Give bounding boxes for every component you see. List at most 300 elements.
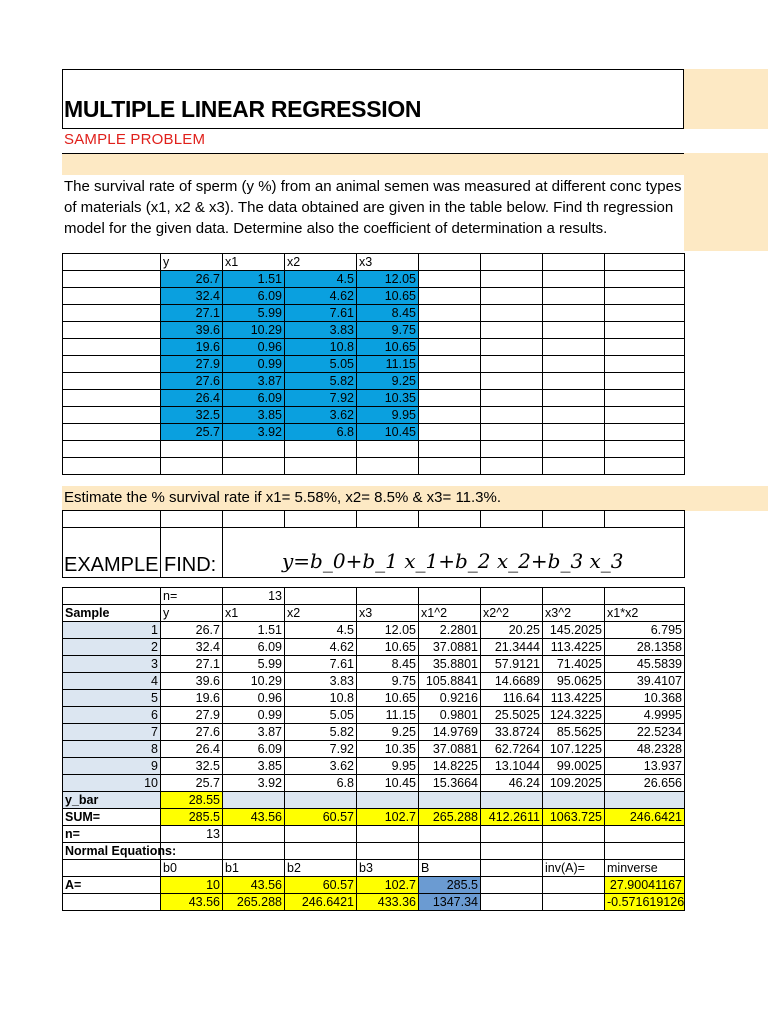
cell[interactable] xyxy=(63,860,161,877)
data-cell[interactable]: 3.85 xyxy=(223,758,285,775)
header-cell[interactable]: Sample xyxy=(63,605,161,622)
cell[interactable] xyxy=(63,373,161,390)
cell[interactable] xyxy=(605,390,685,407)
data-cell[interactable]: 19.6 xyxy=(161,690,223,707)
header-cell[interactable]: x3 xyxy=(357,254,419,271)
cell[interactable] xyxy=(481,254,543,271)
data-cell[interactable]: 7.92 xyxy=(285,390,357,407)
cell[interactable] xyxy=(481,826,543,843)
cell[interactable] xyxy=(419,356,481,373)
data-cell[interactable]: 9.75 xyxy=(357,322,419,339)
header-cell[interactable]: x2 xyxy=(285,605,357,622)
data-cell[interactable]: 124.3225 xyxy=(543,707,605,724)
data-cell[interactable]: 12.05 xyxy=(357,622,419,639)
cell[interactable] xyxy=(63,305,161,322)
matrix-cell[interactable]: 27.90041167 xyxy=(605,877,685,894)
data-cell[interactable]: 10.45 xyxy=(357,775,419,792)
data-cell[interactable]: 26.4 xyxy=(161,390,223,407)
data-cell[interactable]: 10.8 xyxy=(285,690,357,707)
cell[interactable] xyxy=(223,792,285,809)
data-cell[interactable]: 7.92 xyxy=(285,741,357,758)
cell[interactable] xyxy=(419,305,481,322)
data-cell[interactable]: 32.5 xyxy=(161,758,223,775)
cell[interactable] xyxy=(285,843,357,860)
data-cell[interactable]: 39.6 xyxy=(161,322,223,339)
data-cell[interactable]: 3.92 xyxy=(223,424,285,441)
data-cell[interactable]: 0.99 xyxy=(223,707,285,724)
data-cell[interactable]: 32.5 xyxy=(161,407,223,424)
cell[interactable] xyxy=(543,441,605,458)
data-cell[interactable]: 10.65 xyxy=(357,339,419,356)
cell[interactable] xyxy=(63,322,161,339)
n-label[interactable]: n= xyxy=(161,588,223,605)
header-cell[interactable]: x1*x2 xyxy=(605,605,685,622)
data-cell[interactable]: 7 xyxy=(63,724,161,741)
cell[interactable] xyxy=(543,271,605,288)
data-cell[interactable]: 4.62 xyxy=(285,288,357,305)
ybar-value[interactable]: 28.55 xyxy=(161,792,223,809)
cell[interactable] xyxy=(357,792,419,809)
table-row xyxy=(63,877,685,894)
table-row xyxy=(63,741,685,758)
data-cell[interactable]: 3.62 xyxy=(285,407,357,424)
cell[interactable] xyxy=(285,826,357,843)
cell[interactable] xyxy=(605,339,685,356)
cell[interactable] xyxy=(481,305,543,322)
cell[interactable] xyxy=(481,339,543,356)
data-cell[interactable]: 5.99 xyxy=(223,305,285,322)
cell[interactable] xyxy=(357,458,419,475)
data-cell[interactable]: 27.6 xyxy=(161,373,223,390)
data-cell[interactable]: 13.1044 xyxy=(481,758,543,775)
table-row xyxy=(63,758,685,775)
cell[interactable] xyxy=(419,271,481,288)
data-cell[interactable]: 10.45 xyxy=(357,424,419,441)
data-cell[interactable]: 45.5839 xyxy=(605,656,685,673)
cell[interactable] xyxy=(161,458,223,475)
data-cell[interactable]: 0.9801 xyxy=(419,707,481,724)
data-cell[interactable]: 5 xyxy=(63,690,161,707)
cell[interactable] xyxy=(543,322,605,339)
data-cell[interactable]: 11.15 xyxy=(357,707,419,724)
ybar-label[interactable]: y_bar xyxy=(63,792,161,809)
data-cell[interactable]: 26.656 xyxy=(605,775,685,792)
cell[interactable] xyxy=(419,792,481,809)
cell[interactable] xyxy=(357,588,419,605)
cell[interactable] xyxy=(605,254,685,271)
sum-cell[interactable]: 285.5 xyxy=(161,809,223,826)
data-cell[interactable]: 3.92 xyxy=(223,775,285,792)
data-cell[interactable]: 32.4 xyxy=(161,288,223,305)
cell[interactable] xyxy=(543,424,605,441)
cell[interactable] xyxy=(605,826,685,843)
data-cell[interactable]: 14.8225 xyxy=(419,758,481,775)
data-cell[interactable]: 11.15 xyxy=(357,356,419,373)
cell[interactable] xyxy=(605,792,685,809)
header-cell[interactable]: x2^2 xyxy=(481,605,543,622)
cell[interactable] xyxy=(605,288,685,305)
data-cell[interactable]: 10 xyxy=(63,775,161,792)
header-cell[interactable]: y xyxy=(161,254,223,271)
data-cell[interactable]: 26.7 xyxy=(161,622,223,639)
header-cell[interactable]: x1^2 xyxy=(419,605,481,622)
data-cell[interactable]: 10.29 xyxy=(223,322,285,339)
matrix-cell[interactable]: 1347.34 xyxy=(419,894,481,911)
data-cell[interactable]: 39.4107 xyxy=(605,673,685,690)
cell[interactable] xyxy=(63,390,161,407)
cell[interactable] xyxy=(63,588,161,605)
cell[interactable] xyxy=(605,407,685,424)
header-cell[interactable]: x1 xyxy=(223,605,285,622)
header-cell[interactable]: x2 xyxy=(285,254,357,271)
cell[interactable] xyxy=(419,288,481,305)
data-cell[interactable]: 48.2328 xyxy=(605,741,685,758)
data-cell[interactable]: 3.87 xyxy=(223,373,285,390)
cell[interactable] xyxy=(481,390,543,407)
data-cell[interactable]: 21.3444 xyxy=(481,639,543,656)
coef-header[interactable] xyxy=(481,860,543,877)
data-cell[interactable]: 0.96 xyxy=(223,339,285,356)
cell[interactable] xyxy=(605,441,685,458)
cell[interactable] xyxy=(605,588,685,605)
cell[interactable] xyxy=(481,322,543,339)
matrix-cell[interactable]: 60.57 xyxy=(285,877,357,894)
cell[interactable] xyxy=(419,407,481,424)
cell[interactable] xyxy=(543,458,605,475)
data-cell[interactable]: 5.99 xyxy=(223,656,285,673)
a-label[interactable]: A= xyxy=(63,877,161,894)
data-cell[interactable]: 19.6 xyxy=(161,339,223,356)
cell[interactable] xyxy=(543,356,605,373)
data-cell[interactable]: 28.1358 xyxy=(605,639,685,656)
data-cell[interactable]: 0.99 xyxy=(223,356,285,373)
cell[interactable] xyxy=(481,373,543,390)
data-cell[interactable]: 25.7 xyxy=(161,424,223,441)
cell[interactable] xyxy=(223,843,285,860)
data-cell[interactable]: 1.51 xyxy=(223,622,285,639)
cell[interactable] xyxy=(543,339,605,356)
data-cell[interactable]: 12.05 xyxy=(357,271,419,288)
cell[interactable] xyxy=(481,588,543,605)
cell[interactable] xyxy=(63,407,161,424)
data-cell[interactable]: 9.75 xyxy=(357,673,419,690)
sum-cell[interactable]: 412.2611 xyxy=(481,809,543,826)
data-cell[interactable]: 3.83 xyxy=(285,673,357,690)
matrix-cell[interactable]: 246.6421 xyxy=(285,894,357,911)
header-cell[interactable]: y xyxy=(161,605,223,622)
table-row xyxy=(63,622,685,639)
cell[interactable] xyxy=(357,441,419,458)
data-cell[interactable]: 7.61 xyxy=(285,305,357,322)
table-row xyxy=(63,271,685,288)
cell[interactable] xyxy=(63,458,161,475)
cell[interactable] xyxy=(63,339,161,356)
matrix-cell[interactable]: 285.5 xyxy=(419,877,481,894)
data-cell[interactable]: 5.82 xyxy=(285,373,357,390)
cell[interactable] xyxy=(543,588,605,605)
data-cell[interactable]: 13.937 xyxy=(605,758,685,775)
data-cell[interactable]: 3.62 xyxy=(285,758,357,775)
cell[interactable] xyxy=(543,826,605,843)
data-cell[interactable]: 32.4 xyxy=(161,639,223,656)
header-cell[interactable]: x1 xyxy=(223,254,285,271)
coef-header[interactable]: minverse xyxy=(605,860,685,877)
data-cell[interactable]: 6.8 xyxy=(285,424,357,441)
matrix-cell[interactable]: 43.56 xyxy=(223,877,285,894)
cell[interactable] xyxy=(605,271,685,288)
data-cell[interactable]: 10.29 xyxy=(223,673,285,690)
calc-table xyxy=(62,587,685,911)
cell[interactable] xyxy=(543,288,605,305)
data-cell[interactable]: 3 xyxy=(63,656,161,673)
header-cell[interactable]: x3 xyxy=(357,605,419,622)
data-cell[interactable]: 5.82 xyxy=(285,724,357,741)
data-cell[interactable]: 0.96 xyxy=(223,690,285,707)
header-cell[interactable]: x3^2 xyxy=(543,605,605,622)
data-cell[interactable]: 9.95 xyxy=(357,758,419,775)
data-cell[interactable]: 15.3664 xyxy=(419,775,481,792)
cell[interactable] xyxy=(419,458,481,475)
data-cell[interactable]: 4.5 xyxy=(285,271,357,288)
cell[interactable] xyxy=(223,826,285,843)
data-cell[interactable]: 113.4225 xyxy=(543,690,605,707)
data-cell[interactable]: 3.85 xyxy=(223,407,285,424)
cell[interactable] xyxy=(285,588,357,605)
data-cell[interactable]: 3.87 xyxy=(223,724,285,741)
data-cell[interactable]: 10.65 xyxy=(357,288,419,305)
cell[interactable] xyxy=(543,254,605,271)
matrix-cell[interactable]: 10 xyxy=(161,877,223,894)
cell[interactable] xyxy=(357,826,419,843)
cell[interactable] xyxy=(543,843,605,860)
cell[interactable] xyxy=(605,843,685,860)
cell[interactable] xyxy=(223,441,285,458)
cell[interactable] xyxy=(419,322,481,339)
data-cell[interactable]: 10.65 xyxy=(357,690,419,707)
cell[interactable] xyxy=(161,441,223,458)
sum-cell[interactable]: 1063.725 xyxy=(543,809,605,826)
sum-cell[interactable]: 246.6421 xyxy=(605,809,685,826)
cell[interactable] xyxy=(285,441,357,458)
cell[interactable] xyxy=(481,271,543,288)
data-cell[interactable]: 109.2025 xyxy=(543,775,605,792)
data-cell[interactable]: 10.368 xyxy=(605,690,685,707)
data-cell[interactable]: 25.7 xyxy=(161,775,223,792)
problem-paragraph: The survival rate of sperm (y %) from an animal semen was measured at different conc types of materials (x1, x2 & x3). The data obtained are given in the table below. Find th regression model for the given data. Determine also the coefficient of determination a results. xyxy=(64,178,682,237)
cell[interactable] xyxy=(419,424,481,441)
data-cell[interactable]: 33.8724 xyxy=(481,724,543,741)
data-cell[interactable]: 37.0881 xyxy=(419,639,481,656)
data-cell[interactable]: 5.05 xyxy=(285,707,357,724)
data-cell[interactable]: 8.45 xyxy=(357,656,419,673)
data-cell[interactable]: 35.8801 xyxy=(419,656,481,673)
cell[interactable] xyxy=(481,288,543,305)
data-cell[interactable]: 10.65 xyxy=(357,639,419,656)
n-label[interactable]: n= xyxy=(63,826,161,843)
data-cell[interactable]: 14.9769 xyxy=(419,724,481,741)
matrix-cell[interactable]: 43.56 xyxy=(161,894,223,911)
table-row xyxy=(63,458,685,475)
data-cell[interactable]: 71.4025 xyxy=(543,656,605,673)
cell[interactable] xyxy=(223,458,285,475)
cell[interactable] xyxy=(543,792,605,809)
data-cell[interactable]: 2.2801 xyxy=(419,622,481,639)
cell[interactable] xyxy=(481,843,543,860)
data-cell[interactable]: 39.6 xyxy=(161,673,223,690)
cell[interactable] xyxy=(285,458,357,475)
data-cell[interactable]: 99.0025 xyxy=(543,758,605,775)
cell[interactable] xyxy=(285,792,357,809)
data-cell[interactable]: 85.5625 xyxy=(543,724,605,741)
data-cell[interactable]: 27.9 xyxy=(161,707,223,724)
data-cell[interactable]: 27.1 xyxy=(161,305,223,322)
cell[interactable] xyxy=(481,792,543,809)
cell[interactable] xyxy=(63,424,161,441)
cell[interactable] xyxy=(543,373,605,390)
data-cell[interactable]: 25.5025 xyxy=(481,707,543,724)
cell[interactable] xyxy=(419,588,481,605)
data-cell[interactable]: 6.09 xyxy=(223,639,285,656)
cell[interactable] xyxy=(605,424,685,441)
cell[interactable] xyxy=(63,356,161,373)
cell[interactable] xyxy=(481,458,543,475)
data-cell[interactable]: 10.8 xyxy=(285,339,357,356)
matrix-cell[interactable] xyxy=(543,894,605,911)
table-row xyxy=(63,605,685,622)
data-cell[interactable]: 9.25 xyxy=(357,373,419,390)
data-cell[interactable]: 6 xyxy=(63,707,161,724)
data-cell[interactable]: 9.25 xyxy=(357,724,419,741)
data-cell[interactable]: 27.1 xyxy=(161,656,223,673)
cell[interactable] xyxy=(419,339,481,356)
data-cell[interactable]: 4.5 xyxy=(285,622,357,639)
cell[interactable] xyxy=(481,407,543,424)
cell[interactable] xyxy=(543,407,605,424)
cell[interactable] xyxy=(605,305,685,322)
coef-header[interactable]: inv(A)= xyxy=(543,860,605,877)
data-cell[interactable]: 7.61 xyxy=(285,656,357,673)
data-cell[interactable]: 14.6689 xyxy=(481,673,543,690)
cell[interactable] xyxy=(63,441,161,458)
cell[interactable] xyxy=(481,356,543,373)
table-row xyxy=(63,809,685,826)
data-cell[interactable]: 6.09 xyxy=(223,288,285,305)
data-cell[interactable]: 57.9121 xyxy=(481,656,543,673)
matrix-cell[interactable]: 265.288 xyxy=(223,894,285,911)
matrix-cell[interactable] xyxy=(481,877,543,894)
coef-header[interactable]: B xyxy=(419,860,481,877)
data-cell[interactable]: 113.4225 xyxy=(543,639,605,656)
cell[interactable] xyxy=(63,894,161,911)
sum-cell[interactable]: 102.7 xyxy=(357,809,419,826)
table-row xyxy=(63,656,685,673)
data-cell[interactable]: 37.0881 xyxy=(419,741,481,758)
data-cell[interactable]: 107.1225 xyxy=(543,741,605,758)
data-cell[interactable]: 6.09 xyxy=(223,390,285,407)
matrix-cell[interactable]: 433.36 xyxy=(357,894,419,911)
data-cell[interactable]: 62.7264 xyxy=(481,741,543,758)
data-cell[interactable]: 8.45 xyxy=(357,305,419,322)
data-cell[interactable]: 10.35 xyxy=(357,741,419,758)
data-cell[interactable]: 27.9 xyxy=(161,356,223,373)
cell[interactable] xyxy=(605,356,685,373)
cell[interactable] xyxy=(481,424,543,441)
data-cell[interactable]: 20.25 xyxy=(481,622,543,639)
sum-cell[interactable]: 265.288 xyxy=(419,809,481,826)
data-cell[interactable]: 26.4 xyxy=(161,741,223,758)
cell[interactable] xyxy=(419,373,481,390)
cell[interactable] xyxy=(63,271,161,288)
cell[interactable] xyxy=(419,826,481,843)
data-cell[interactable]: 9 xyxy=(63,758,161,775)
coef-header[interactable]: b3 xyxy=(357,860,419,877)
n-value[interactable]: 13 xyxy=(161,826,223,843)
sum-cell[interactable]: 60.57 xyxy=(285,809,357,826)
data-cell[interactable]: 1.51 xyxy=(223,271,285,288)
data-cell[interactable]: 27.6 xyxy=(161,724,223,741)
normal-equations-label[interactable]: Normal Equations: xyxy=(63,843,161,860)
data-cell[interactable]: 6.795 xyxy=(605,622,685,639)
coef-header[interactable]: b1 xyxy=(223,860,285,877)
data-cell[interactable]: 145.2025 xyxy=(543,622,605,639)
data-cell[interactable]: 46.24 xyxy=(481,775,543,792)
data-cell[interactable]: 116.64 xyxy=(481,690,543,707)
data-cell[interactable]: 4.62 xyxy=(285,639,357,656)
data-cell[interactable]: 6.09 xyxy=(223,741,285,758)
data-cell[interactable]: 10.35 xyxy=(357,390,419,407)
matrix-cell[interactable] xyxy=(481,894,543,911)
matrix-cell[interactable] xyxy=(543,877,605,894)
data-cell[interactable]: 0.9216 xyxy=(419,690,481,707)
cell[interactable] xyxy=(357,843,419,860)
cell[interactable] xyxy=(419,390,481,407)
cell[interactable] xyxy=(605,458,685,475)
data-cell[interactable]: 6.8 xyxy=(285,775,357,792)
sum-cell[interactable]: 43.56 xyxy=(223,809,285,826)
data-cell[interactable]: 8 xyxy=(63,741,161,758)
data-cell[interactable]: 4 xyxy=(63,673,161,690)
data-cell[interactable]: 4.9995 xyxy=(605,707,685,724)
cell[interactable] xyxy=(605,322,685,339)
matrix-cell[interactable]: 102.7 xyxy=(357,877,419,894)
data-cell[interactable]: 1 xyxy=(63,622,161,639)
data-cell[interactable]: 95.0625 xyxy=(543,673,605,690)
data-table xyxy=(62,253,685,475)
data-cell[interactable]: 2 xyxy=(63,639,161,656)
cell[interactable] xyxy=(419,254,481,271)
matrix-cell[interactable]: -0.571619126 xyxy=(605,894,685,911)
sum-label[interactable]: SUM= xyxy=(63,809,161,826)
data-cell[interactable]: 105.8841 xyxy=(419,673,481,690)
cell[interactable] xyxy=(63,254,161,271)
data-cell[interactable]: 5.05 xyxy=(285,356,357,373)
coef-header[interactable]: b0 xyxy=(161,860,223,877)
coef-header[interactable]: b2 xyxy=(285,860,357,877)
cell[interactable] xyxy=(605,373,685,390)
cell[interactable] xyxy=(543,305,605,322)
cell[interactable] xyxy=(419,441,481,458)
data-cell[interactable]: 3.83 xyxy=(285,322,357,339)
n-value[interactable]: 13 xyxy=(223,588,285,605)
data-cell[interactable]: 9.95 xyxy=(357,407,419,424)
cell[interactable] xyxy=(481,441,543,458)
table-row xyxy=(63,707,685,724)
data-cell[interactable]: 22.5234 xyxy=(605,724,685,741)
data-cell[interactable]: 26.7 xyxy=(161,271,223,288)
cell[interactable] xyxy=(63,288,161,305)
cell[interactable] xyxy=(543,390,605,407)
cell[interactable] xyxy=(419,843,481,860)
